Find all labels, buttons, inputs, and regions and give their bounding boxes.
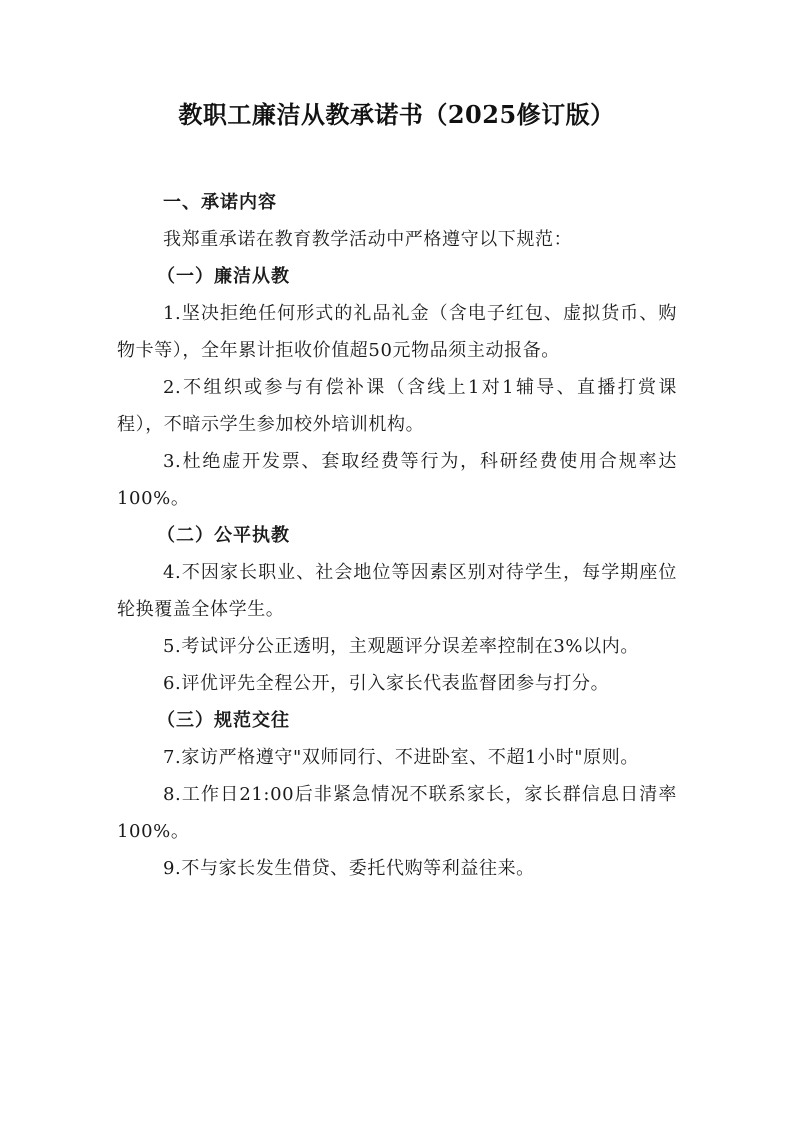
commitment-item: 5.考试评分公正透明，主观题评分误差率控制在3%以内。 <box>163 636 639 657</box>
commitment-item: 2.不组织或参与有偿补课（含线上1对1辅导、直播打赏课程），不暗示学生参加校外培训机构。 <box>117 377 677 435</box>
commitment-item: 8.工作日21:00后非紧急情况不联系家长，家长群信息日清率100%。 <box>117 784 677 842</box>
subsection-heading-integrity: （一）廉洁从教 <box>157 266 290 287</box>
intro-paragraph: 我郑重承诺在教育教学活动中严格遵守以下规范： <box>163 229 573 250</box>
commitment-item: 6.评优评先全程公开，引入家长代表监督团参与打分。 <box>163 673 610 694</box>
subsection-heading-fairness: （二）公平执教 <box>157 525 290 546</box>
commitment-item: 1.坚决拒绝任何形式的礼品礼金（含电子红包、虚拟货币、购物卡等），全年累计拒收价值超50元物品须主动报备。 <box>117 303 677 361</box>
commitment-item: 4.不因家长职业、社会地位等因素区别对待学生，每学期座位轮换覆盖全体学生。 <box>117 562 677 620</box>
commitment-item: 7.家访严格遵守"双师同行、不进卧室、不超1小时"原则。 <box>163 747 639 768</box>
document-body <box>117 184 677 887</box>
document-title: 教职工廉洁从教承诺书（2025修订版） <box>178 100 615 129</box>
commitment-item: 3.杜绝虚开发票、套取经费等行为，科研经费使用合规率达100%。 <box>117 451 677 509</box>
section-heading: 一、承诺内容 <box>163 192 277 213</box>
subsection-heading-conduct: （三）规范交往 <box>157 710 290 731</box>
commitment-item: 9.不与家长发生借贷、委托代购等利益往来。 <box>163 858 535 879</box>
